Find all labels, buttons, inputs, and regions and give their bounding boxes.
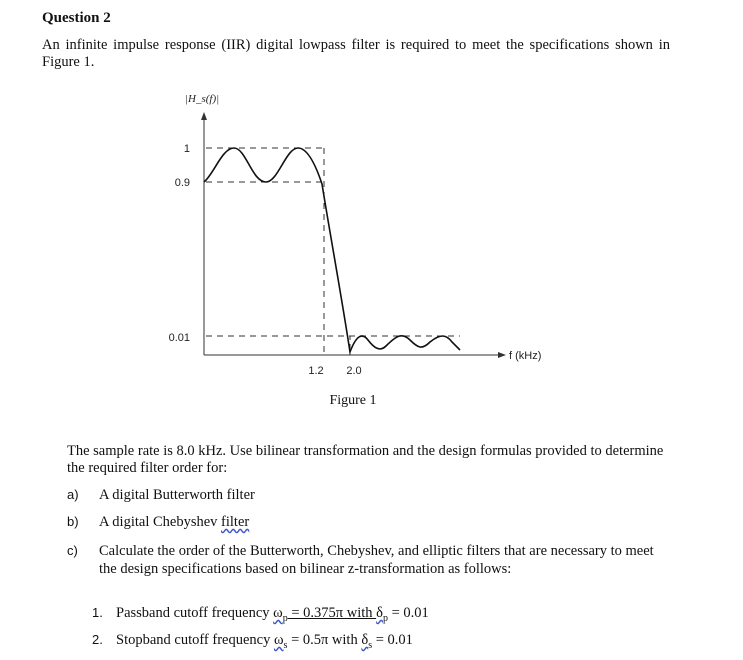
item-a-text: A digital Butterworth filter <box>99 487 255 503</box>
question-intro: An infinite impulse response (IIR) digital lowpass filter is required to meet the specifications shown in Figure 1. <box>42 37 670 70</box>
item-b-underlined-word: filter <box>221 514 250 530</box>
figure-1 <box>150 84 550 414</box>
question-title: Question 2 <box>42 10 111 26</box>
spec-1-delta-value: = 0.01 <box>387 605 429 621</box>
spec-2-value: = 0.5π with <box>287 632 362 648</box>
x-axis-arrow <box>498 352 506 358</box>
x-tick-2-0: 2.0 <box>346 365 362 377</box>
spec-2-number: 2. <box>92 632 103 647</box>
spec-1-number: 1. <box>92 605 103 620</box>
y-axis-label: |H_s(f)| <box>185 93 220 105</box>
item-a <box>67 487 255 504</box>
y-tick-0-9: 0.9 <box>174 177 190 189</box>
item-c <box>67 542 671 578</box>
spec-passband <box>92 605 429 624</box>
x-tick-1-2: 1.2 <box>308 365 324 377</box>
item-c-text: Calculate the order of the Butterworth, Chebyshev, and elliptic filters that are necessary to meet the design specifications based on bilinear z-transformation as follows: <box>99 543 654 577</box>
spec-1-omega: $\omega_p$ <box>273 605 288 624</box>
magnitude-response-curve <box>204 148 460 352</box>
y-axis-arrow <box>201 112 207 120</box>
item-c-label: c) <box>67 543 78 558</box>
task-description: The sample rate is 8.0 kHz. Use bilinear transformation and the design formulas provided to determine the required filter order for: <box>67 443 664 476</box>
spec-2-delta: $\delta_s$ <box>361 632 373 651</box>
spec-2-omega: $\omega_s$ <box>273 632 288 651</box>
y-tick-1: 1 <box>183 143 190 155</box>
spec-stopband <box>92 632 413 651</box>
item-b <box>67 514 249 531</box>
figure-caption: Figure 1 <box>329 393 377 408</box>
spec-1-value: = 0.375π with <box>287 605 377 621</box>
spec-2-prefix: Stopband cutoff frequency <box>116 632 274 648</box>
spec-1-delta: $\delta_p$ <box>376 605 388 624</box>
item-b-label: b) <box>67 514 79 529</box>
y-tick-0-01: 0.01 <box>168 332 190 344</box>
item-a-label: a) <box>67 487 79 502</box>
x-axis-label: f (kHz) <box>509 350 542 362</box>
spec-2-delta-value: = 0.01 <box>372 632 413 648</box>
item-b-text: A digital Chebyshev <box>99 514 222 530</box>
spec-1-prefix: Passband cutoff frequency <box>116 605 274 621</box>
